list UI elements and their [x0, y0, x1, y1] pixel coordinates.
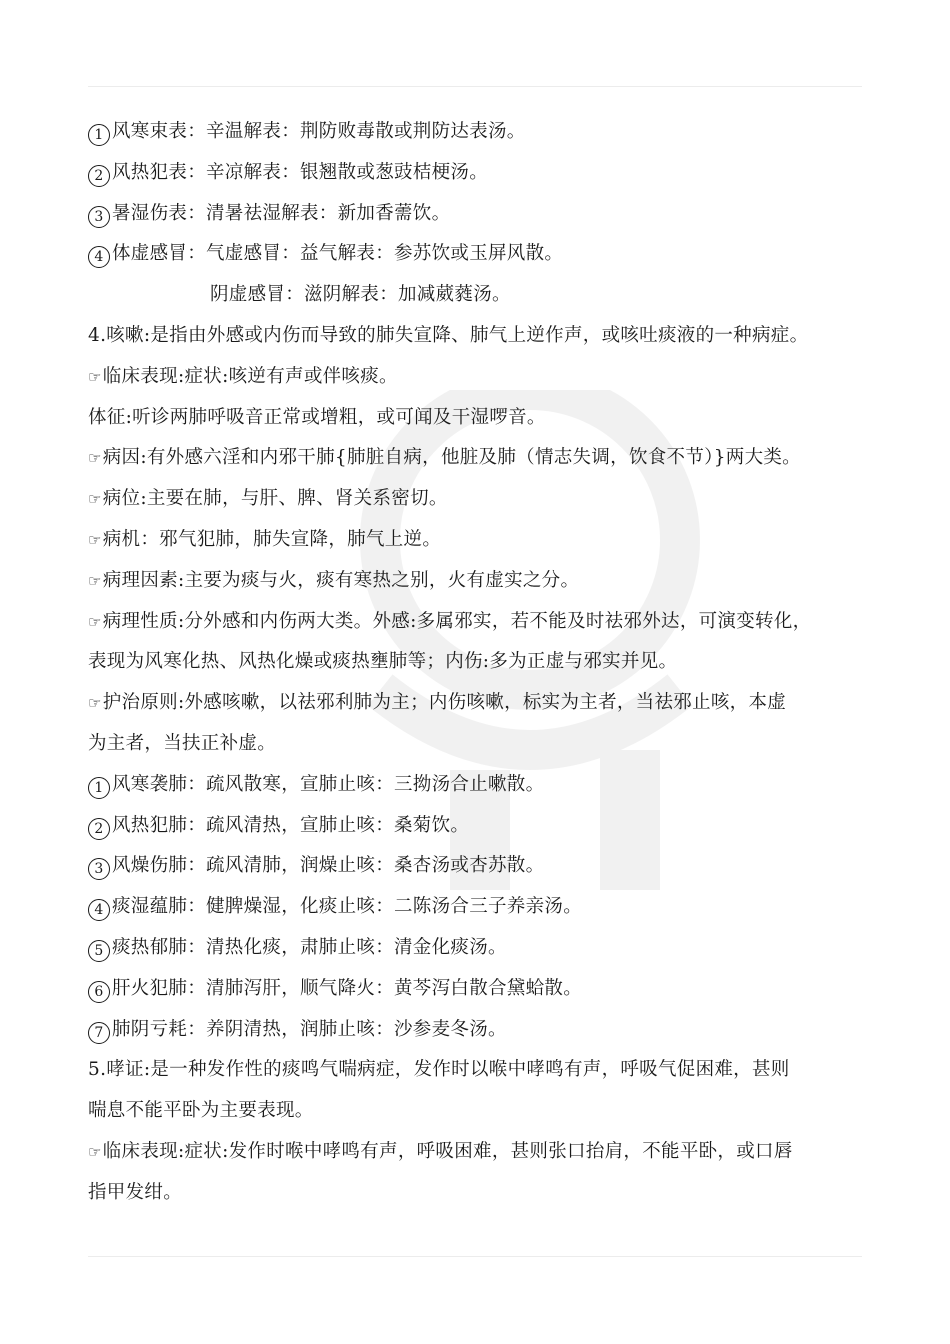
- pointing-hand-icon: ☞: [88, 612, 102, 631]
- section-heading: [88, 316, 878, 357]
- paragraph-text: 病理性质:分外感和内伤两大类。外感:多属邪实，若不能及时祛邪外达，可演变转化，: [102, 610, 812, 632]
- circled-number: 2: [88, 165, 110, 187]
- paragraph-continuation: [88, 724, 878, 765]
- pointing-hand-icon: ☞: [88, 1142, 102, 1161]
- paragraph: [88, 683, 878, 724]
- pointing-hand-icon: ☞: [88, 571, 102, 590]
- circled-number: 2: [88, 818, 110, 840]
- circled-number: 5: [88, 940, 110, 962]
- paragraph: [88, 969, 878, 1010]
- paragraph: [88, 479, 878, 520]
- paragraph-text: 肝火犯肺：清肺泻肝，顺气降火：黄芩泻白散合黛蛤散。: [112, 977, 583, 999]
- circled-number: 3: [88, 858, 110, 880]
- paragraph: [88, 561, 878, 602]
- paragraph-text: 体虚感冒：气虚感冒：益气解表：参苏饮或玉屏风散。: [112, 243, 564, 265]
- document-body: [88, 112, 878, 1214]
- paragraph: [88, 887, 878, 928]
- circled-number: 7: [88, 1022, 110, 1044]
- paragraph-text: 临床表现:症状:发作时喉中哮鸣有声，呼吸困难，甚则张口抬肩，不能平卧，或口唇: [102, 1140, 793, 1162]
- section-heading: [88, 1050, 878, 1091]
- paragraph: [88, 806, 878, 847]
- circled-number: 3: [88, 206, 110, 228]
- paragraph-text: 肺阴亏耗：养阴清热，润肺止咳：沙参麦冬汤。: [112, 1018, 507, 1040]
- paragraph: [88, 928, 878, 969]
- circled-number: 4: [88, 246, 110, 268]
- paragraph-text: 病机：邪气犯肺，肺失宣降，肺气上逆。: [102, 528, 442, 550]
- paragraph: [88, 153, 878, 194]
- paragraph-text: 病位:主要在肺，与肝、脾、肾关系密切。: [102, 488, 448, 510]
- footer-rule: [88, 1256, 862, 1257]
- paragraph-text: 5.哮证:是一种发作性的痰鸣气喘病症，发作时以喉中哮鸣有声，呼吸气促困难，甚则: [88, 1059, 790, 1081]
- paragraph: [88, 765, 878, 806]
- paragraph-continuation: [88, 1091, 878, 1132]
- paragraph-text: 表现为风寒化热、风热化燥或痰热壅肺等；内伤:多为正虚与邪实并见。: [88, 651, 678, 673]
- pointing-hand-icon: ☞: [88, 490, 102, 509]
- paragraph-text: 暑湿伤表：清暑祛湿解表：新加香薷饮。: [112, 202, 451, 224]
- circled-number: 4: [88, 899, 110, 921]
- paragraph-text: 风燥伤肺：疏风清肺，润燥止咳：桑杏汤或杏苏散。: [112, 855, 545, 877]
- paragraph: [88, 357, 878, 398]
- paragraph-text: 风寒束表：辛温解表：荆防败毒散或荆防达表汤。: [112, 121, 526, 142]
- paragraph: [88, 520, 878, 561]
- paragraph-text: 阴虚感冒：滋阴解表：加减葳蕤汤。: [210, 284, 511, 306]
- paragraph-continuation: [88, 642, 878, 683]
- paragraph: [88, 1132, 878, 1173]
- paragraph-text: 风寒袭肺：疏风散寒，宣肺止咳：三拗汤合止嗽散。: [112, 773, 545, 795]
- paragraph: [88, 194, 878, 235]
- header-rule: [88, 86, 862, 87]
- paragraph: [88, 1010, 878, 1051]
- paragraph: [88, 846, 878, 887]
- paragraph-text: 风热犯表：辛凉解表：银翘散或葱豉桔梗汤。: [112, 161, 489, 183]
- paragraph-indented: [88, 275, 878, 316]
- paragraph-text: 病因:有外感六淫和内邪干肺{肺脏自病，他脏及肺（情志失调，饮食不节）}两大类。: [102, 447, 801, 469]
- paragraph-text: 4.咳嗽:是指由外感或内伤而导致的肺失宣降、肺气上逆作声，或咳吐痰液的一种病症。: [88, 324, 809, 346]
- paragraph: [88, 602, 878, 643]
- paragraph: [88, 234, 878, 275]
- paragraph: [88, 112, 878, 153]
- pointing-hand-icon: ☞: [88, 367, 102, 386]
- paragraph-text: 喘息不能平卧为主要表现。: [88, 1100, 314, 1122]
- pointing-hand-icon: ☞: [88, 530, 102, 549]
- paragraph-text: 痰热郁肺：清热化痰，肃肺止咳：清金化痰汤。: [112, 936, 507, 958]
- paragraph: [88, 398, 878, 439]
- circled-number: 1: [88, 777, 110, 799]
- paragraph-continuation: [88, 1173, 878, 1214]
- paragraph-text: 指甲发绀。: [88, 1181, 183, 1203]
- pointing-hand-icon: ☞: [88, 694, 102, 713]
- paragraph-text: 护治原则:外感咳嗽，以祛邪利肺为主；内伤咳嗽，标实为主者，当祛邪止咳，本虚: [102, 692, 787, 714]
- paragraph-text: 痰湿蕴肺：健脾燥湿，化痰止咳：二陈汤合三子养亲汤。: [112, 896, 583, 918]
- paragraph-text: 体征:听诊两肺呼吸音正常或增粗，或可闻及干湿啰音。: [88, 406, 546, 428]
- circled-number: 1: [88, 124, 110, 146]
- paragraph: [88, 438, 878, 479]
- pointing-hand-icon: ☞: [88, 449, 102, 468]
- paragraph-text: 临床表现:症状:咳逆有声或伴咳痰。: [102, 365, 398, 387]
- paragraph-text: 为主者，当扶正补虚。: [88, 732, 277, 754]
- circled-number: 6: [88, 981, 110, 1003]
- paragraph-text: 病理因素:主要为痰与火，痰有寒热之别，火有虚实之分。: [102, 569, 580, 591]
- paragraph-text: 风热犯肺：疏风清热，宣肺止咳：桑菊饮。: [112, 814, 470, 836]
